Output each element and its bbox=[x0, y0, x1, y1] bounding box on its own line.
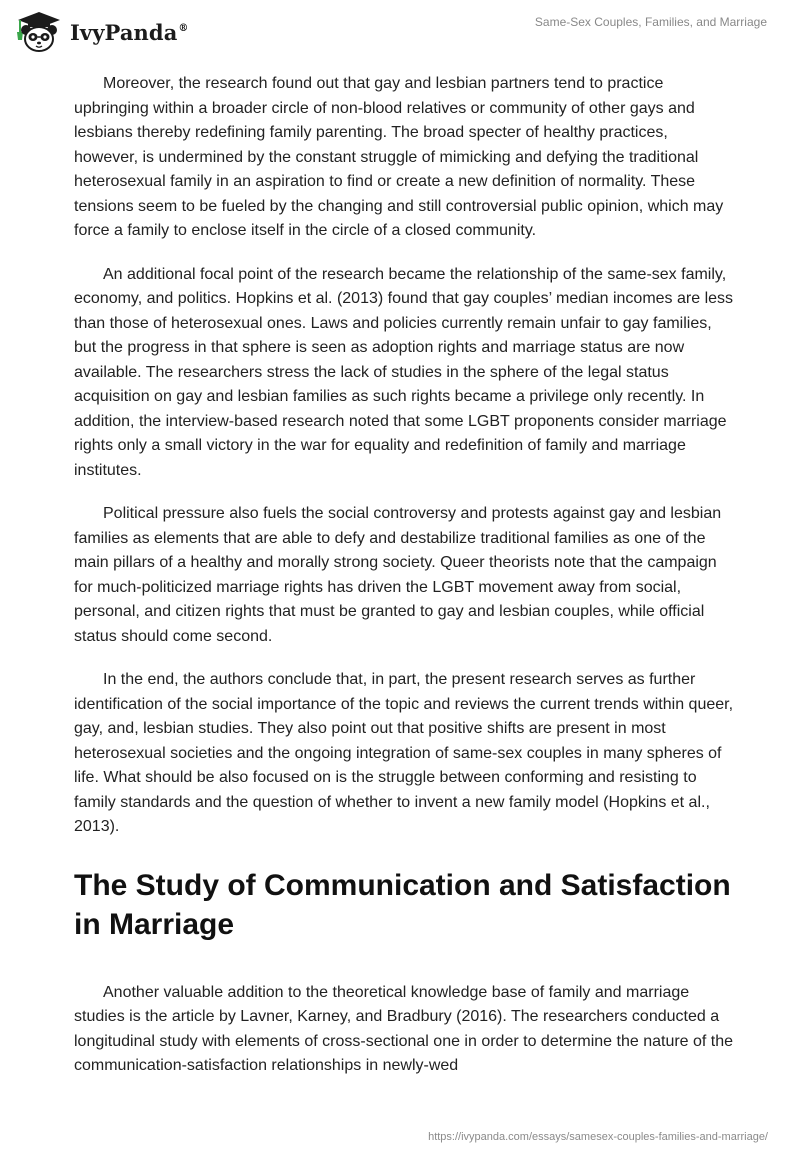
essay-body bbox=[74, 72, 734, 1098]
paragraph: Another valuable addition to the theoretical knowledge base of family and marriage studies is the article by Lavner, Karney, and Bradbury (2016). The researchers conducted a longitudinal study with elements of cross-sectional one in order to determine the nature of the communication-satisfaction relationships in newly-wed bbox=[74, 983, 734, 1074]
source-url[interactable]: https://ivypanda.com/essays/samesex-couples-families-and-marriage/ bbox=[428, 1131, 768, 1143]
paragraph: Political pressure also fuels the social controversy and protests against gay and lesbian families as elements that are able to defy and destabilize traditional families as one of the main pillars of a healthy and morally strong society. Queer theorists note that the campaign for much-politicized marriage rights has driven the LGBT movement away from social, personal, and citizen rights that must be granted to gay and lesbian couples, while official status should come second. bbox=[74, 505, 722, 645]
paragraph: An additional focal point of the research became the relationship of the same-sex family, economy, and politics. Hopkins et al. (2013) found that gay couples’ median incomes are less than those of heterosexual ones. Laws and policies currently remain unfair to gay families, but the progress in that sphere is seen as adoption rights and marriage status are now available. The researchers stress the lack of studies in the sphere of the legal status acquisition on gay and lesbian families as such rights became a privilege only recently. In addition, the interview-based research noted that some LGBT proponents consider marriage rights only a small victory in the war for equality and redefinition of family and marriage institutes. bbox=[74, 265, 734, 479]
section-heading: The Study of Communication and Satisfaction in Marriage bbox=[74, 868, 731, 941]
document-title: Same-Sex Couples, Families, and Marriage bbox=[534, 15, 767, 29]
page-header bbox=[0, 0, 800, 64]
paragraph: Moreover, the research found out that gay and lesbian partners tend to practice upbringing within a broader circle of non-blood relatives or community of other gays and lesbians thereby redefining family parenting. The broad specter of healthy practices, however, is undermined by the constant struggle of mimicking and defying the traditional heterosexual family in an aspiration to find or create a new definition of normality. These tensions seem to be fueled by the changing and still controversial public opinion, which may force a family to enclose itself in the circle of a closed community. bbox=[74, 75, 724, 239]
logo-wordmark: IvyPanda® bbox=[70, 19, 189, 45]
ivypanda-logo[interactable] bbox=[14, 10, 189, 54]
paragraph: In the end, the authors conclude that, in part, the present research serves as further identification of the social importance of the topic and reviews the current trends within queer, gay, and, lesbian studies. They also point out that positive shifts are present in most heterosexual societies and the ongoing integration of same-sex couples in many spheres of life. What should be also focused on is the struggle between conforming and resisting to family standards and the question of whether to invent a new family model (Hopkins et al., 2013). bbox=[74, 671, 734, 835]
panda-graduate-icon bbox=[14, 10, 64, 54]
